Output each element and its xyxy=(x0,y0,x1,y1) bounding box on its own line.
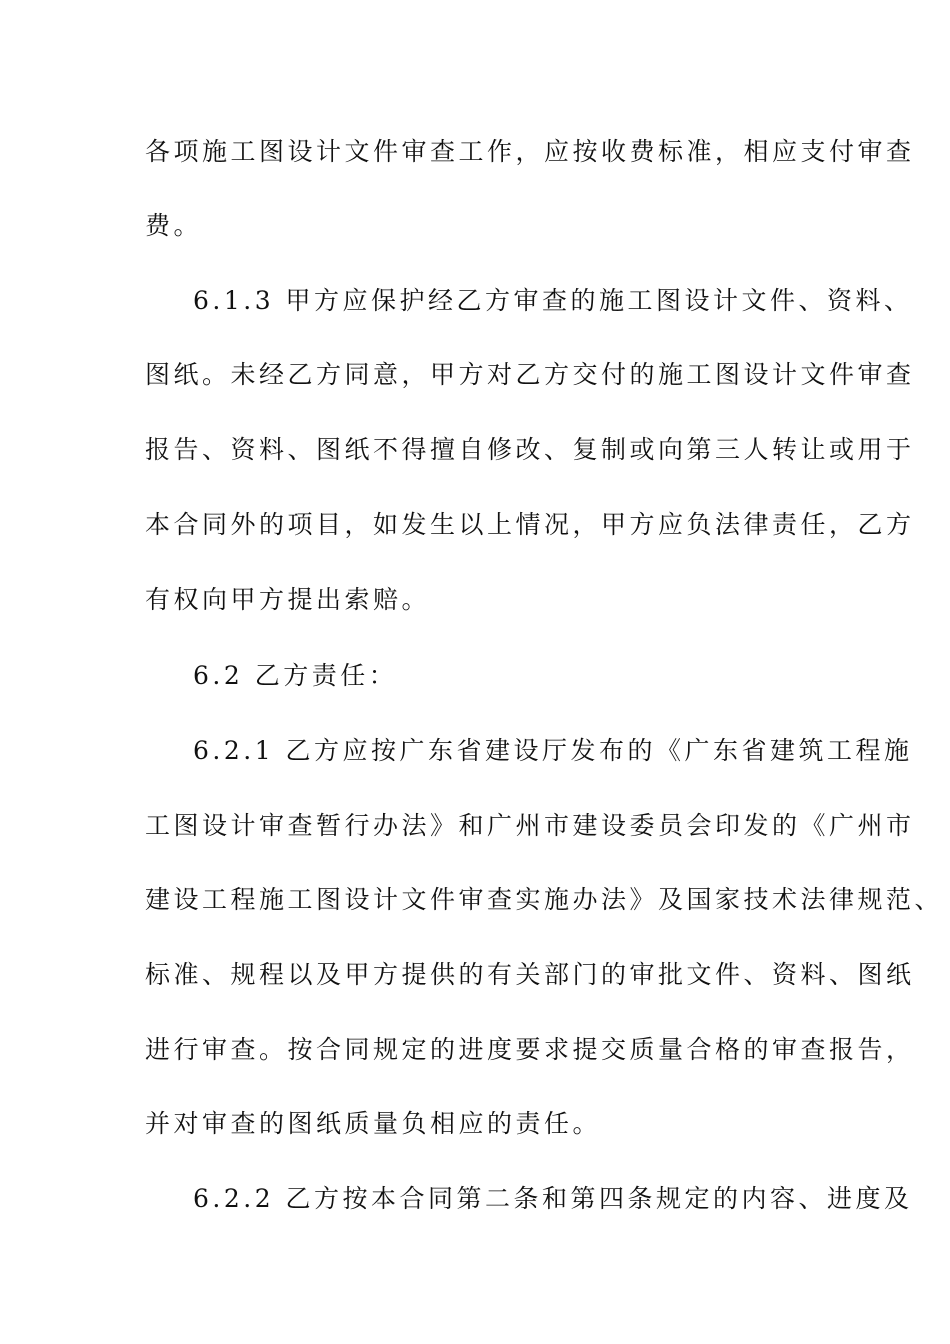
paragraph-line: 标准、规程以及甲方提供的有关部门的审批文件、资料、图纸 xyxy=(145,960,915,989)
clause-6-2-2-line: 6.2.2 乙方按本合同第二条和第四条规定的内容、进度及 xyxy=(193,1184,913,1213)
paragraph-line: 费。 xyxy=(145,211,203,240)
clause-6-1-3-line: 6.1.3 甲方应保护经乙方审查的施工图设计文件、资料、 xyxy=(193,286,913,315)
paragraph-line: 本合同外的项目，如发生以上情况，甲方应负法律责任，乙方 xyxy=(145,510,915,539)
paragraph-line: 报告、资料、图纸不得擅自修改、复制或向第三人转让或用于 xyxy=(145,435,915,464)
paragraph-line: 进行审查。按合同规定的进度要求提交质量合格的审查报告， xyxy=(145,1035,915,1064)
clause-6-2-1-line: 6.2.1 乙方应按广东省建设厅发布的《广东省建筑工程施 xyxy=(193,736,913,765)
paragraph-line: 图纸。未经乙方同意，甲方对乙方交付的施工图设计文件审查 xyxy=(145,360,915,389)
paragraph-line: 各项施工图设计文件审查工作，应按收费标准，相应支付审查 xyxy=(145,137,915,166)
section-6-2-heading: 6.2 乙方责任： xyxy=(193,661,398,690)
paragraph-line: 工图设计审查暂行办法》和广州市建设委员会印发的《广州市 xyxy=(145,811,915,840)
paragraph-line: 建设工程施工图设计文件审查实施办法》及国家技术法律规范、 xyxy=(145,885,944,914)
paragraph-line: 并对审查的图纸质量负相应的责任。 xyxy=(145,1109,602,1138)
paragraph-line: 有权向甲方提出索赔。 xyxy=(145,585,431,614)
